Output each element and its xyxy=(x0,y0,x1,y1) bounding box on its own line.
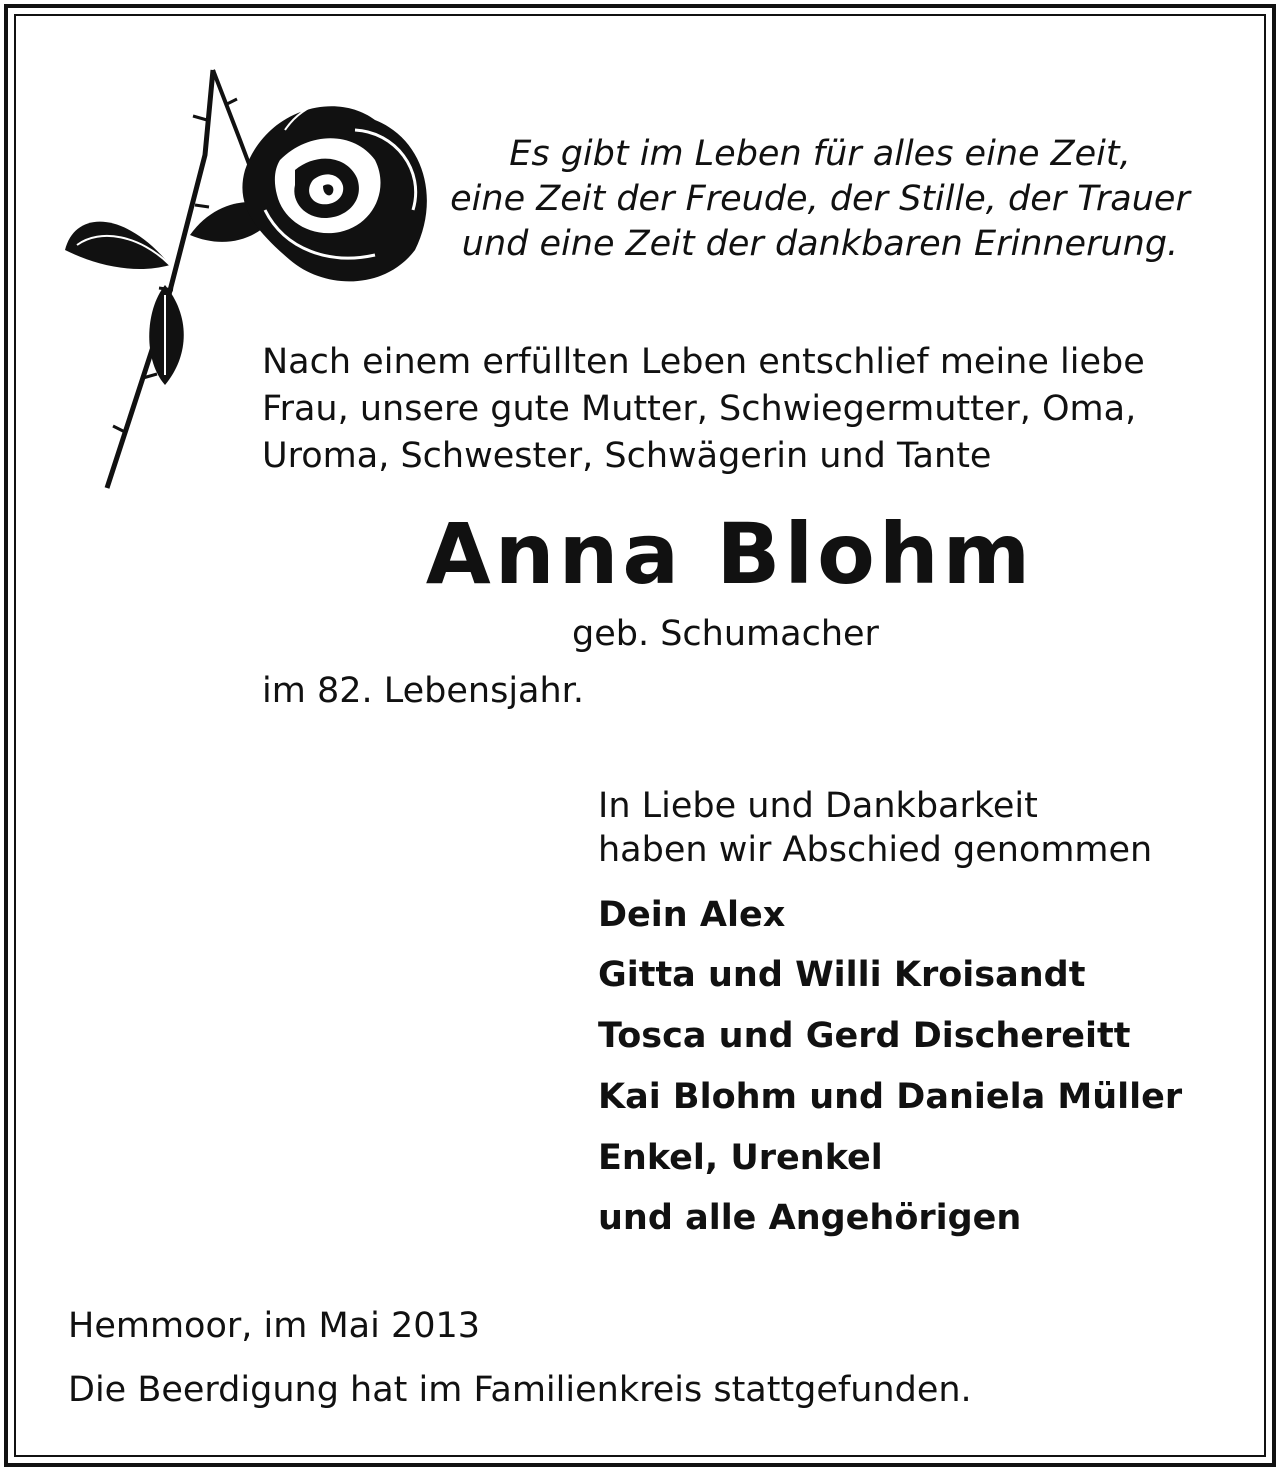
farewell-line-1: In Liebe und Dankbarkeit xyxy=(598,786,1038,826)
farewell-line-2: haben wir Abschied genommen xyxy=(598,830,1153,870)
intro-line-2: Frau, unsere gute Mutter, Schwiegermutter, Oma, xyxy=(262,389,1137,429)
deceased-name: Anna Blohm xyxy=(425,505,1035,603)
mourner-line: Gitta und Willi Kroisandt xyxy=(598,955,1086,995)
place-date: Hemmoor, im Mai 2013 xyxy=(68,1306,481,1346)
mourner-line: Tosca und Gerd Dischereitt xyxy=(598,1016,1131,1056)
burial-note: Die Beerdigung hat im Familienkreis stattgefunden. xyxy=(68,1370,972,1410)
quote-line-3: und eine Zeit der dankbaren Erinnerung. xyxy=(461,224,1179,264)
mourner-line: und alle Angehörigen xyxy=(598,1198,1022,1238)
mourner-line: Enkel, Urenkel xyxy=(598,1138,883,1178)
birth-name: geb. Schumacher xyxy=(572,614,879,654)
mourner-line: Dein Alex xyxy=(598,895,786,935)
quote-line-1: Es gibt im Leben für alles eine Zeit, xyxy=(509,134,1131,174)
intro-line-3: Uroma, Schwester, Schwägerin und Tante xyxy=(262,436,992,476)
intro-line-1: Nach einem erfüllten Leben entschlief meine liebe xyxy=(262,342,1145,382)
mourner-line: Kai Blohm und Daniela Müller xyxy=(598,1077,1183,1117)
age-line: im 82. Lebensjahr. xyxy=(262,671,584,711)
quote-line-2: eine Zeit der Freude, der Stille, der Trauer xyxy=(450,179,1190,219)
